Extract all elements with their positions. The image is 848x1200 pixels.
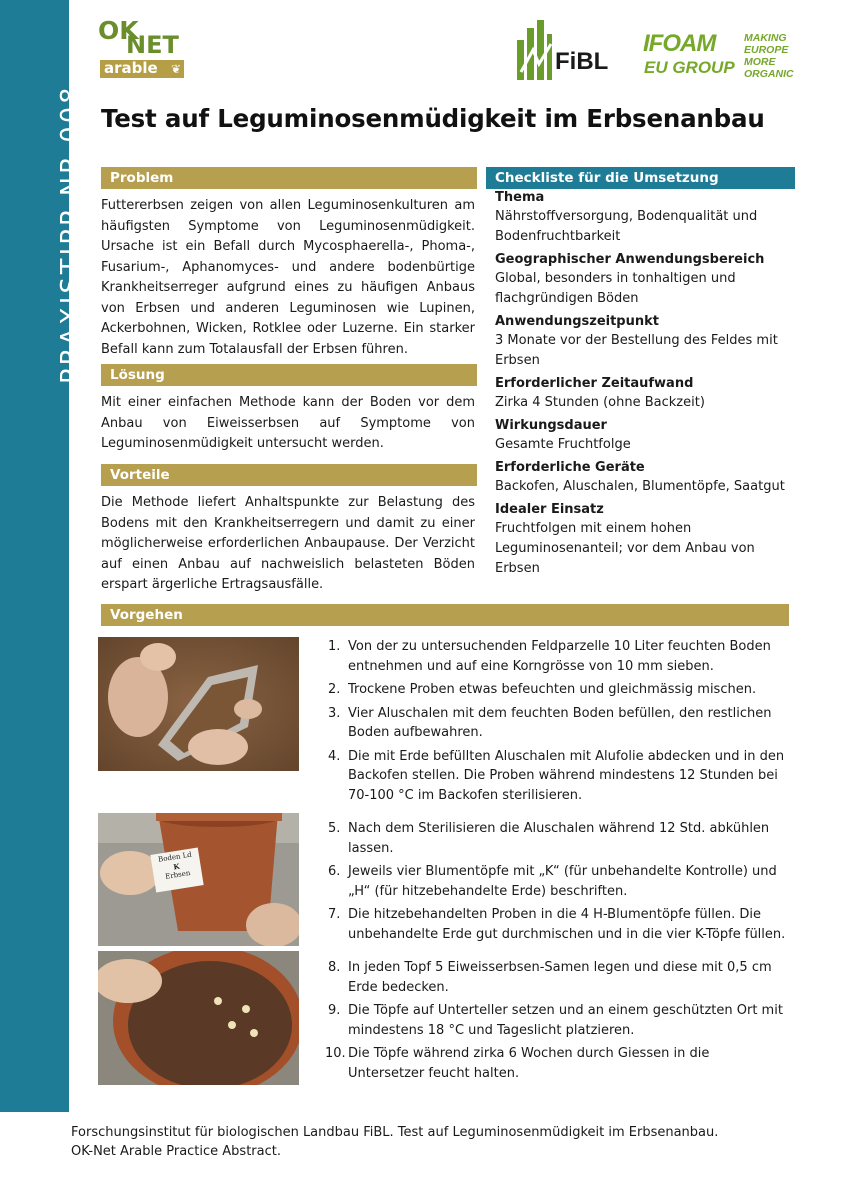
page-title: Test auf Leguminosenmüdigkeit im Erbsenanbau	[101, 104, 765, 133]
photo-labelled-pot	[98, 813, 299, 946]
checklist-item-title: Erforderlicher Zeitaufwand	[495, 376, 694, 391]
photo-soil-sieving	[98, 637, 299, 771]
step-number: 5.	[328, 821, 341, 836]
step-item	[328, 905, 788, 944]
footer-line: OK-Net Arable Practice Abstract.	[71, 1144, 281, 1159]
checklist-item-value: Backofen, Aluschalen, Blumentöpfe, Saatgut	[495, 479, 785, 494]
ifoam-tagline	[744, 32, 800, 80]
checklist	[495, 188, 795, 582]
ifoam-group: EU GROUP	[644, 58, 735, 77]
checklist-item	[495, 500, 795, 579]
footer	[71, 1123, 811, 1161]
section-heading-vorgehen: Vorgehen	[101, 604, 789, 626]
pot-label	[150, 847, 203, 892]
checklist-item-title: Geographischer Anwendungsbereich	[495, 252, 765, 267]
footer-line: Forschungsinstitut für biologischen Landbau FiBL. Test auf Leguminosenmüdigkeit im Erbsenanbau.	[71, 1125, 719, 1140]
ifoam-tagline-line: MAKING	[744, 32, 787, 44]
checklist-item	[495, 458, 795, 497]
leaf-icon: ❦	[170, 62, 181, 76]
checklist-item-title: Thema	[495, 190, 545, 205]
oknet-arable-text: arable	[104, 59, 158, 77]
checklist-item	[495, 250, 795, 309]
photo-pea-seeds	[98, 951, 299, 1085]
oknet-arable-logo	[98, 18, 190, 80]
section-heading-loesung: Lösung	[101, 364, 477, 386]
ifoam-name: IFOAM	[643, 30, 716, 57]
step-text: Die Töpfe auf Unterteller setzen und an einem geschützten Ort mit mindestens 18 °C und Tageslicht platzieren.	[348, 1003, 783, 1038]
step-item	[325, 1044, 788, 1083]
step-text: Nach dem Sterilisieren die Aluschalen während 12 Std. abkühlen lassen.	[348, 821, 770, 856]
step-number: 8.	[328, 960, 341, 975]
step-number: 2.	[328, 682, 341, 697]
checklist-item-value: Nährstoffversorgung, Bodenqualität und Bodenfruchtbarkeit	[495, 209, 758, 244]
step-text: In jeden Topf 5 Eiweisserbsen-Samen legen und diese mit 0,5 cm Erde bedecken.	[348, 960, 772, 995]
pot-label-line: Boden Ld	[157, 850, 193, 864]
oknet-mark: OK	[98, 16, 139, 45]
pot-label-line: Erbsen	[164, 869, 191, 881]
step-item	[328, 680, 788, 700]
problem-text: Futtererbsen zeigen von allen Leguminosenkulturen am häufigsten Symptome von Leguminosenmüdigkeit. Ursache ist ein Befall durch Mycosphaerella-, Phoma-, Fusarium-, Aphanomyces- und andere bodenbürtige Krankheitserreger aufgrund eines zu häufigen Anbaus von Erbsen und anderen Leguminosen wie Lupinen, Ackerbohnen, Wicken, Rotklee oder Luzerne. Ein starker Befall kann zum Totalausfall der Erbsen führen.	[101, 198, 475, 357]
step-item	[328, 704, 788, 743]
step-number: 1.	[328, 639, 341, 654]
checklist-item-value: Gesamte Fruchtfolge	[495, 437, 631, 452]
step-item	[328, 819, 788, 858]
step-number: 7.	[328, 907, 341, 922]
checklist-item-title: Idealer Einsatz	[495, 502, 604, 517]
checklist-item-title: Anwendungszeitpunkt	[495, 314, 659, 329]
step-text: Trockene Proben etwas befeuchten und gleichmässig mischen.	[348, 682, 757, 697]
fibl-bars-icon	[515, 20, 555, 82]
checklist-item	[495, 312, 795, 371]
step-text: Die hitzebehandelten Proben in die 4 H-Blumentöpfe füllen. Die unbehandelte Erde gut durchmischen und in die vier K-Töpfe füllen.	[348, 907, 786, 942]
checklist-item-value: Global, besonders in tonhaltigen und flachgründigen Böden	[495, 271, 736, 306]
step-number: 6.	[328, 864, 341, 879]
step-item	[328, 958, 788, 997]
step-item	[328, 637, 788, 676]
step-text: Jeweils vier Blumentöpfe mit „K“ (für unbehandelte Kontrolle) und „H“ (für hitzebehandelte Erde) beschriften.	[348, 864, 777, 899]
ifoam-tagline-line: EUROPE	[744, 44, 789, 56]
vorteile-text: Die Methode liefert Anhaltspunkte zur Belastung des Bodens mit den Krankheitserregern und damit zu einer möglicherweise erforderlichen Anbaupause. Der Verzicht auf einen Anbau auf nachweislich belasteten Böden erspart ärgerliche Ertragsausfälle.	[101, 495, 475, 592]
ifoam-tagline-line: ORGANIC	[744, 68, 794, 80]
loesung-text: Mit einer einfachen Methode kann der Boden vor dem Anbau von Eiweisserbsen auf Symptome von Leguminosenmüdigkeit untersucht werden.	[101, 395, 475, 451]
checklist-item	[495, 374, 795, 413]
step-item	[328, 1001, 788, 1040]
steps-list	[325, 637, 788, 1083]
step-number: 10.	[325, 1046, 346, 1061]
step-item	[328, 862, 788, 901]
step-text: Vier Aluschalen mit dem feuchten Boden befüllen, den restlichen Boden aufbewahren.	[348, 705, 772, 740]
checklist-item-value: Zirka 4 Stunden (ohne Backzeit)	[495, 395, 705, 410]
ifoam-logo	[643, 30, 803, 82]
step-number: 9.	[328, 1003, 341, 1018]
checklist-item-title: Erforderliche Geräte	[495, 460, 645, 475]
section-heading-vorteile: Vorteile	[101, 464, 477, 486]
fibl-logo	[515, 20, 621, 82]
checklist-item-value: Fruchtfolgen mit einem hohen Leguminosenanteil; vor dem Anbau von Erbsen	[495, 521, 755, 576]
sidebar-label: PRAXISTIPP NR.008	[56, 84, 86, 384]
section-heading-problem: Problem	[101, 167, 477, 189]
pot-label-line: K	[172, 861, 181, 872]
step-text: Von der zu untersuchenden Feldparzelle 10 Liter feuchten Boden entnehmen und auf eine Korngrösse von 10 mm sieben.	[348, 639, 771, 674]
section-heading-checkliste: Checkliste für die Umsetzung	[486, 167, 795, 189]
checklist-item	[495, 188, 795, 247]
step-text: Die Töpfe während zirka 6 Wochen durch Giessen in die Untersetzer feucht halten.	[348, 1046, 710, 1081]
step-number: 3.	[328, 705, 341, 721]
step-number: 4.	[328, 748, 341, 764]
sidebar	[0, 0, 86, 1112]
oknet-arable-badge	[100, 60, 184, 78]
fibl-name: FiBL	[555, 48, 609, 75]
ifoam-tagline-line: MORE	[744, 56, 776, 68]
step-text: Die mit Erde befüllten Aluschalen mit Alufolie abdecken und in den Backofen stellen. Die Proben während mindestens 12 Stunden bei 70-100 °C im Backofen sterilisieren.	[348, 748, 785, 803]
step-item	[328, 747, 788, 806]
oknet-net-text: NET	[126, 31, 179, 59]
checklist-item-value: 3 Monate vor der Bestellung des Feldes mit Erbsen	[495, 333, 778, 368]
checklist-item	[495, 416, 795, 455]
checklist-item-title: Wirkungsdauer	[495, 418, 607, 433]
